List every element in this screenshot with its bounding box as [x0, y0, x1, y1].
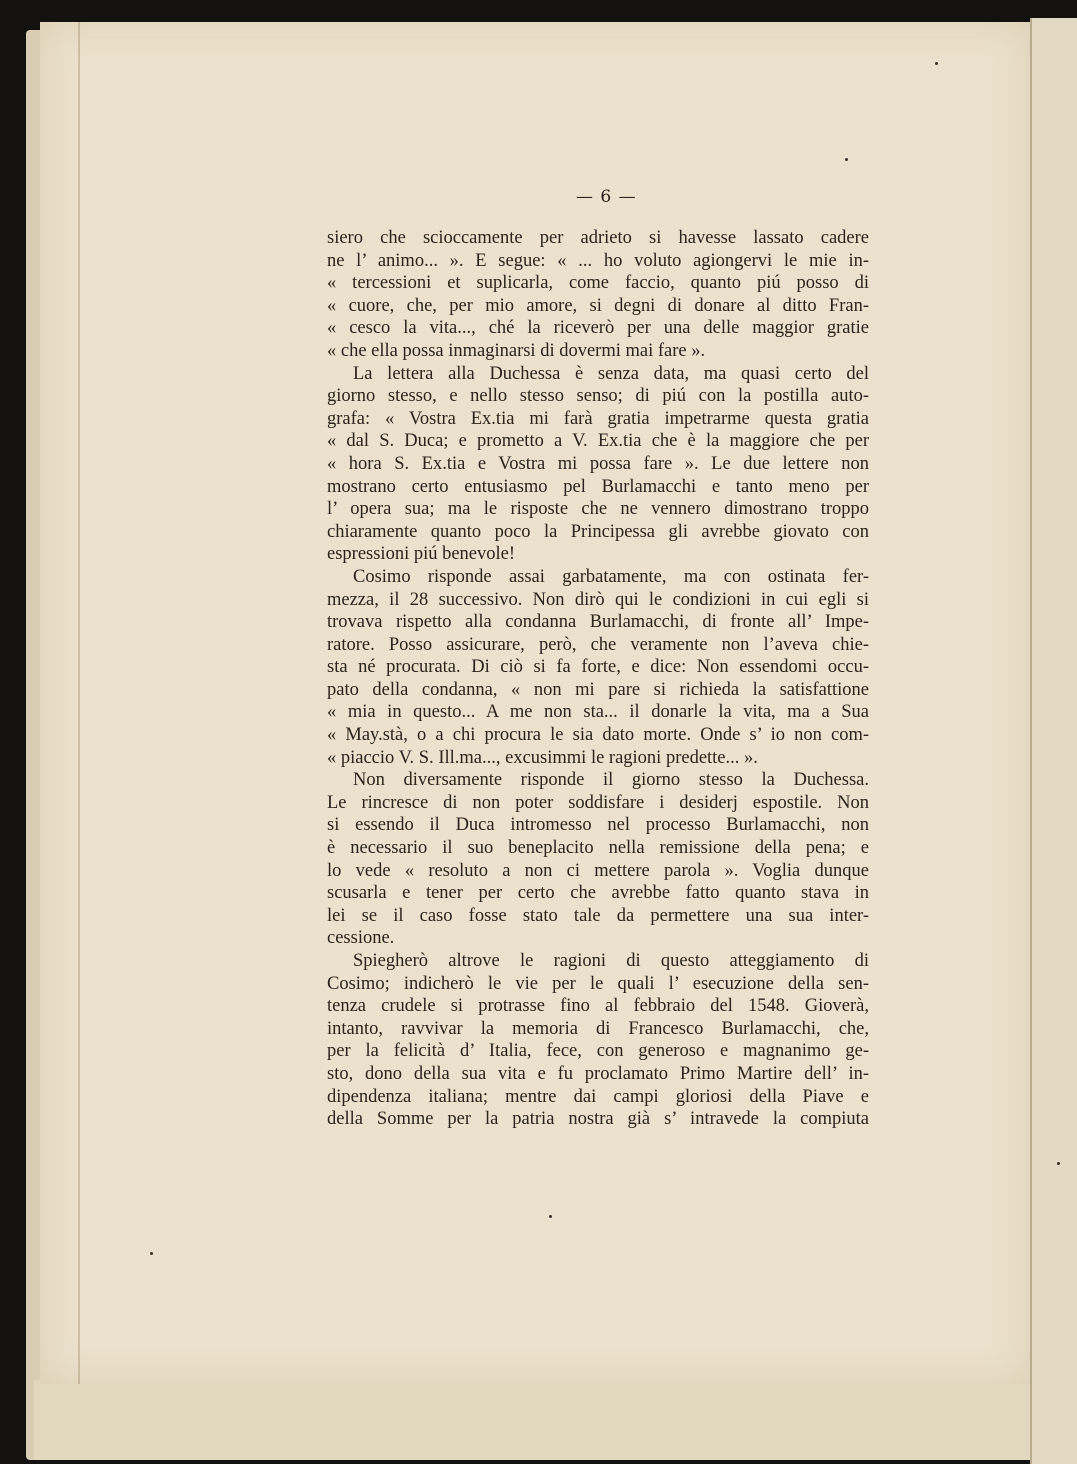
- text-line: Cosimo; indicherò le vie per le quali l’ esecuzione della sen-: [327, 973, 869, 994]
- text-line: per la felicità d’ Italia, fece, con generoso e magnanimo ge-: [327, 1041, 869, 1062]
- text-line: espressioni piú benevole!: [327, 544, 516, 565]
- paper-speck: [549, 1215, 552, 1218]
- text-line: lei se il caso fosse stato tale da permettere una sua inter-: [327, 905, 869, 926]
- text-line: ne l’ animo... ». E segue: « ... ho voluto agiongervi le mie in-: [327, 250, 869, 271]
- page-stack-bottom-edge: [34, 1380, 1034, 1460]
- text-line: grafa: « Vostra Ex.tia mi farà gratia impetrarme questa gratia: [327, 408, 869, 429]
- text-line: « May.stà, o a chi procura le sia dato morte. Onde s’ io non com-: [327, 725, 869, 746]
- text-line: « piaccio V. S. Ill.ma..., excusimmi le ragioni predette... ».: [327, 747, 758, 768]
- paper-speck: [1057, 1162, 1060, 1165]
- text-line: « che ella possa inmaginarsi di dovermi mai fare ».: [327, 340, 706, 361]
- text-line: scusarla e tener per certo che avrebbe fatto quanto stava in: [327, 883, 869, 904]
- text-line: Spiegherò altrove le ragioni di questo atteggiamento di: [353, 951, 869, 971]
- body-text: [327, 227, 869, 1131]
- text-line: Cosimo risponde assai garbatamente, ma con ostinata fer-: [353, 566, 869, 587]
- text-line: « dal S. Duca; e prometto a V. Ex.tia che è la maggiore che per: [327, 431, 869, 452]
- text-line: è necessario il suo beneplacito nella remissione della pena; e: [327, 838, 869, 859]
- text-line: chiaramente quanto poco la Principessa gli avrebbe giovato con: [327, 521, 869, 542]
- text-line: della Somme per la patria nostra già s’ intravede la compiuta: [327, 1109, 869, 1130]
- text-line: dipendenza italiana; mentre dai campi gloriosi della Piave e: [327, 1086, 869, 1107]
- text-line: giorno stesso, e nello stesso senso; di piú con la postilla auto-: [327, 386, 869, 407]
- text-line: ratore. Posso assicurare, però, che veramente non l’aveva chie-: [327, 634, 869, 655]
- text-line: tenza crudele si protrasse fino al febbraio del 1548. Gioverà,: [327, 996, 869, 1017]
- text-line: mezza, il 28 successivo. Non dirò qui le condizioni in cui egli si: [327, 589, 869, 610]
- text-line: « cesco la vita..., ché la riceverò per una delle maggior gratie: [327, 318, 869, 339]
- page-number: — 6 —: [576, 187, 637, 207]
- text-line: lo vede « resoluto a non ci mettere parola ». Voglia dunque: [327, 860, 869, 881]
- text-line: Le rincresce di non poter soddisfare i desiderj espostile. Non: [327, 792, 869, 813]
- facing-page-edge: [1030, 18, 1077, 1464]
- text-line: La lettera alla Duchessa è senza data, ma quasi certo del: [353, 363, 869, 384]
- text-line: Non diversamente risponde il giorno stesso la Duchessa.: [353, 770, 869, 791]
- text-line: siero che scioccamente per adrieto si havesse lassato cadere: [327, 228, 869, 248]
- paper-speck: [845, 158, 848, 161]
- text-line: pato della condanna, « non mi pare si richieda la satisfattione: [327, 679, 869, 700]
- text-line: cessione.: [327, 928, 395, 949]
- text-line: mostrano certo entusiasmo pel Burlamacchi e tanto meno per: [327, 476, 869, 497]
- paper-speck: [150, 1252, 153, 1255]
- text-line: « hora S. Ex.tia e Vostra mi possa fare ». Le due lettere non: [327, 453, 869, 474]
- text-line: intanto, ravvivar la memoria di Francesco Burlamacchi, che,: [327, 1018, 869, 1039]
- text-line: si essendo il Duca intromesso nel processo Burlamacchi, non: [327, 815, 869, 836]
- paper-speck: [935, 62, 938, 65]
- text-line: sta né procurata. Di ciò si fa forte, e dice: Non essendomi occu-: [327, 657, 869, 678]
- page-gutter-line: [78, 22, 80, 1384]
- text-line: « mia in questo... A me non sta... il donarle la vita, ma a Sua: [327, 702, 869, 723]
- text-line: trovava rispetto alla condanna Burlamacchi, di fronte all’ Impe-: [327, 612, 869, 633]
- text-line: sto, dono della sua vita e fu proclamato Primo Martire dell’ in-: [327, 1063, 869, 1084]
- text-line: « cuore, che, per mio amore, si degni di donare al ditto Fran-: [327, 295, 869, 316]
- text-line: l’ opera sua; ma le risposte che ne vennero dimostrano troppo: [327, 499, 869, 520]
- text-line: « tercessioni et suplicarla, come faccio, quanto piú posso di: [327, 273, 869, 294]
